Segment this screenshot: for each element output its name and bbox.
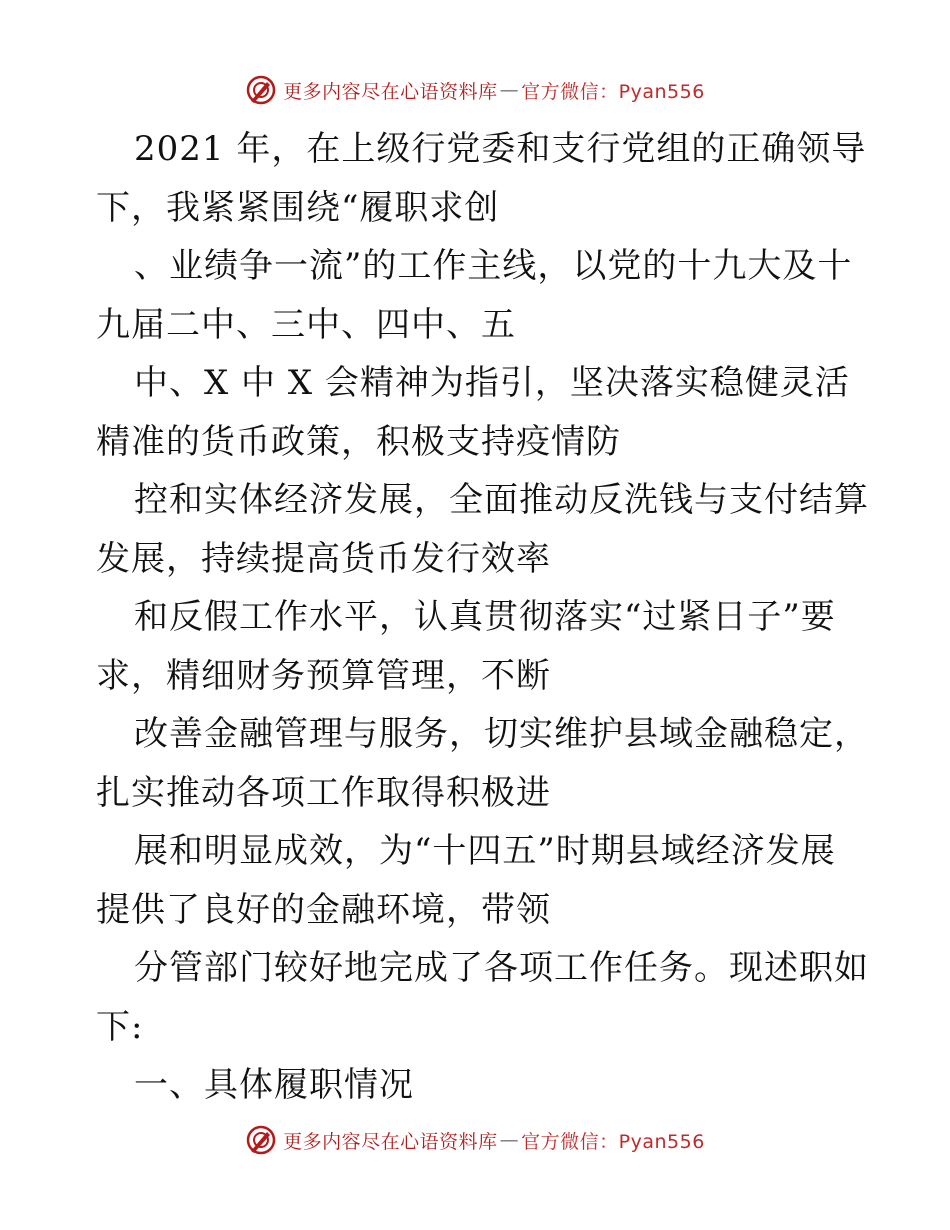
- text-line: 中、X 中 X 会精神为指引，坚决落实稳健灵活: [134, 363, 850, 403]
- brand-logo-icon: [245, 74, 277, 106]
- watermark-separator: —: [499, 79, 520, 101]
- watermark-contact: 官方微信：Pyan556: [521, 1130, 705, 1153]
- text-line: 发展，持续提高货币发行效率: [96, 538, 551, 579]
- text-line: 九届二中、三中、四中、五: [96, 304, 516, 345]
- text-line: 求，精细财务预算管理，不断: [96, 655, 551, 696]
- text-line: 分管部门较好地完成了各项工作任务。现述职如: [134, 948, 869, 988]
- text-line: 改善金融管理与服务，切实维护县域金融稳定，: [134, 714, 869, 754]
- text-line: 和反假工作水平，认真贯彻落实“过紧日子”要: [134, 597, 836, 637]
- text-line: 下:: [96, 1006, 144, 1047]
- watermark-text: 更多内容尽在心语资料库: [283, 80, 498, 103]
- document-body: [96, 120, 869, 1115]
- text-line: 提供了良好的金融环境，带领: [96, 889, 551, 930]
- text-line: 精准的货币政策，积极支持疫情防: [96, 421, 621, 462]
- watermark-footer: [0, 1120, 950, 1160]
- brand-logo-icon: [245, 1124, 277, 1156]
- text-line: 、业绩争一流”的工作主线，以党的十九大及十: [134, 246, 853, 286]
- text-line: 2021 年，在上级行党委和支行党组的正确领导: [134, 129, 867, 169]
- watermark-contact: 官方微信：Pyan556: [521, 80, 705, 103]
- text-line: 下，我紧紧围绕“履职求创: [96, 187, 500, 228]
- watermark-header: [0, 70, 950, 110]
- section-heading: 一、具体履职情况: [134, 1065, 414, 1105]
- text-line: 控和实体经济发展，全面推动反洗钱与支付结算: [134, 480, 869, 520]
- text-line: 展和明显成效，为“十四五”时期县域经济发展: [134, 831, 836, 871]
- watermark-separator: —: [499, 1129, 520, 1151]
- text-line: 扎实推动各项工作取得积极进: [96, 772, 551, 813]
- watermark-text: 更多内容尽在心语资料库: [283, 1130, 498, 1153]
